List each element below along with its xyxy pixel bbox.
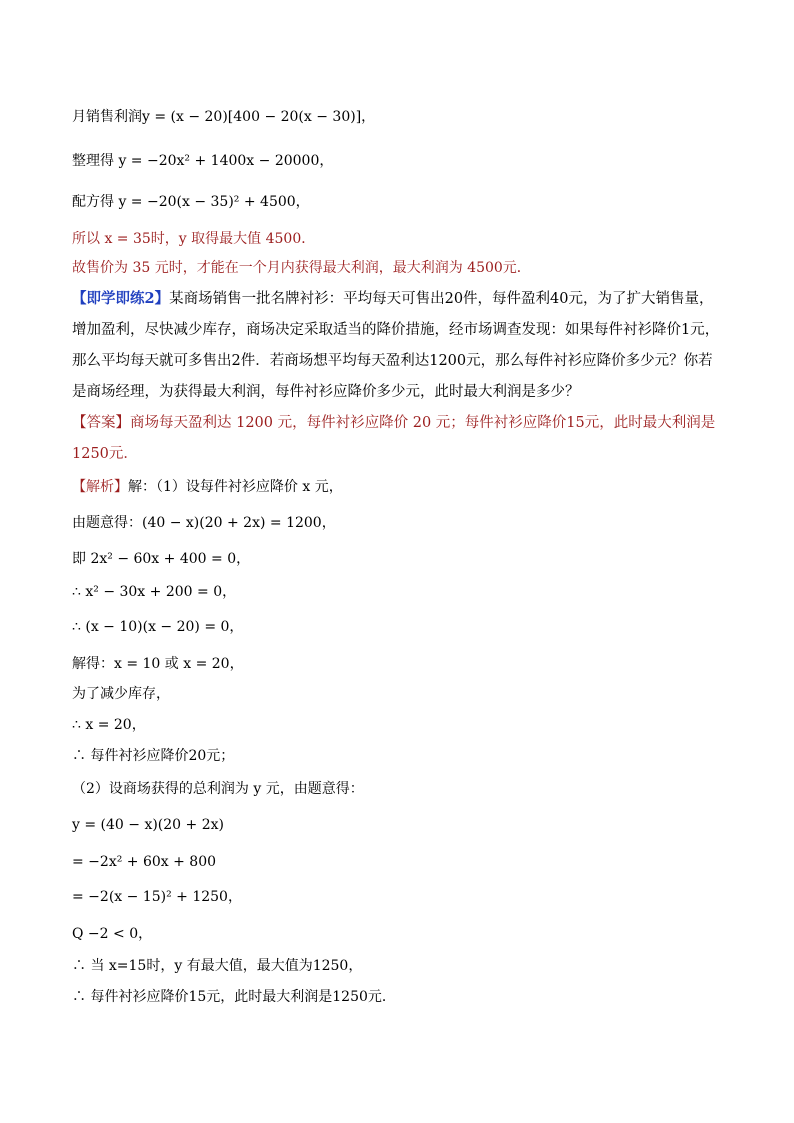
analysis-line-2: 由题意得：(40 − x)(20 + 2x) = 1200， — [72, 515, 336, 531]
analysis-line-16: ∴ 每件衬衫应降价15元，此时最大利润是1250元． — [72, 989, 396, 1005]
exercise-tag: 【即学即练2】 — [72, 290, 170, 307]
answer-paragraph — [72, 408, 722, 470]
analysis-tag: 【解析】 — [72, 479, 128, 495]
answer-text: 商场每天盈利达 1200 元，每件衬衫应降价 20 元；每件衬衫应降价15元，此时最大利润是1250元． — [72, 415, 716, 462]
analysis-line-11: y = (40 − x)(20 + 2x) — [72, 817, 224, 833]
line-max-value: 所以 x = 35时，y 取得最大值 4500． — [72, 231, 316, 247]
analysis-line-1 — [72, 477, 343, 497]
line-simplified: 整理得 y = −20x² + 1400x − 20000， — [72, 153, 334, 169]
exercise-text: 某商场销售一批名牌衬衫：平均每天可售出20件，每件盈利40元，为了扩大销售量，增加盈利，尽快减少库存，商场决定采取适当的降价措施，经市场调查发现：如果每件衬衫降价1元，那么平均每天就可多售出2件．若商场想平均每天盈利达1200元，那么每件衬衫应降价多少元？你若是商场经理，为获得最大利润，每件衬衫应降价多少元，此时最大利润是多少？ — [72, 291, 720, 400]
analysis-line-3: 即 2x² − 60x + 400 = 0， — [72, 551, 251, 567]
analysis-line-4: ∴ x² − 30x + 200 = 0， — [72, 584, 237, 600]
analysis-line-14: Q −2 < 0， — [72, 926, 153, 942]
analysis-line-12: = −2x² + 60x + 800 — [72, 854, 217, 870]
line-profit-expression: 月销售利润y = (x − 20)[400 − 20(x − 30)]， — [72, 109, 376, 125]
analysis-line-7: 为了减少库存， — [72, 686, 170, 702]
analysis-line-6: 解得：x = 10 或 x = 20， — [72, 656, 244, 672]
analysis-line-8: ∴ x = 20， — [72, 717, 146, 733]
exercise-paragraph — [72, 283, 722, 408]
analysis-line-5: ∴ (x − 10)(x − 20) = 0， — [72, 619, 244, 635]
analysis-line-9: ∴ 每件衬衫应降价20元； — [72, 748, 235, 764]
analysis-line-15: ∴ 当 x=15时，y 有最大值，最大值为1250， — [72, 958, 363, 974]
line-completed-square: 配方得 y = −20(x − 35)² + 4500， — [72, 194, 310, 210]
analysis-text-1: 解：（1）设每件衬衫应降价 x 元， — [128, 479, 343, 495]
line-conclusion: 故售价为 35 元时，才能在一个月内获得最大利润，最大利润为 4500元． — [72, 260, 531, 276]
analysis-line-13: = −2(x − 15)² + 1250， — [72, 889, 242, 905]
analysis-line-10: （2）设商场获得的总利润为 y 元，由题意得： — [72, 781, 364, 797]
answer-tag: 【答案】 — [72, 415, 130, 431]
